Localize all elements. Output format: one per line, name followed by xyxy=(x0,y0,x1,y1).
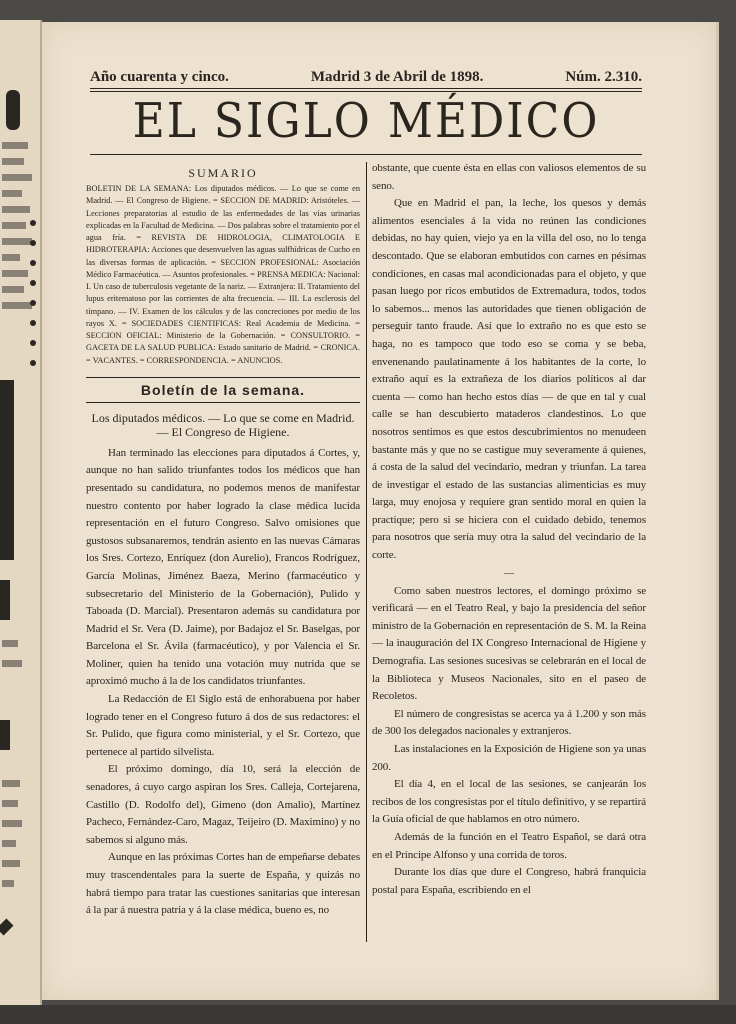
article-paragraph: obstante, que cuente ésta en ellas con valiosos elementos de su seno. xyxy=(372,162,646,192)
boletin-paragraph: Han terminado las elecciones para diputados á Cortes, y, aunque no han salido triunfantes todos los médicos que han presentado su candidatura, no podemos menos de manifestar nuestro contento por haber logrado la clase médica lucida representación en el futuro Congreso. Salvo omisiones que gustosos subsanaremos, tendrán asiento en las nuevas Cámaras los Sres. Cortezo, Enríquez (don Aurelio), Francos Rodríguez, García Molinas, Jiménez Baeza, Merino (farmacéutico y subsecretario del Ministerio de la Gobernación), Pulido y Taboada (D. Marcial). Presentaron además su candidatura por Madrid el Sr. Vera (D. Jaime), por Badajoz el Sr. Baselgas, por Barcelona el Sr. Ávila (farmacéutico), y por Valencia el Sr. Moliner, quien ha tenido una votación muy nutrida que se aproximó mucho á la de los candidatos triunfantes. xyxy=(86,446,360,688)
adjacent-page-ad-block xyxy=(0,580,10,620)
issue-header xyxy=(90,64,642,90)
scan-background xyxy=(0,1005,736,1024)
adjacent-page-text-line xyxy=(2,254,20,261)
masthead-bottom-rule xyxy=(90,154,642,155)
adjacent-page-text-line xyxy=(2,780,20,787)
boletin-paragraph: El próximo domingo, día 10, será la elección de senadores, á cuyo cargo aspiran los Sres. Calleja, Cortejarena, Castillo (D. Rodolfo del), Gimeno (don Amalio), Martínez Pacheco, Fernández-Caro, Magaz, Teijeiro (D. Maximino) y no sabemos si alguno más. xyxy=(86,763,360,846)
left-column xyxy=(86,160,360,920)
adjacent-page-dot xyxy=(30,340,36,346)
section-separator: — xyxy=(504,567,514,579)
boletin-headline: Los diputados médicos. — Lo que se come en Madrid. — El Congreso de Higiene. xyxy=(91,410,355,439)
page-edge xyxy=(716,22,719,1000)
adjacent-page-dot xyxy=(30,260,36,266)
article-paragraph: Como saben nuestros lectores, el domingo próximo se verificará — en el Teatro Real, y bajo la presidencia del señor ministro de la Gobernación en representación de S. M. la Reina — la inauguración del IX Congreso Internacional de Higiene y Demografía. Las sesiones sucesivas se celebrarán en el local de la Biblioteca y Museos Nacionales, sito en el paseo de Recoletos. xyxy=(372,584,646,703)
right-column xyxy=(372,160,646,899)
adjacent-page-dot xyxy=(30,220,36,226)
adjacent-page xyxy=(0,20,42,1005)
adjacent-page-ad-block xyxy=(0,919,13,936)
adjacent-page-ad-block xyxy=(0,380,14,560)
adjacent-page-text-line xyxy=(2,270,28,277)
adjacent-page-text-line xyxy=(2,286,24,293)
adjacent-page-ornament xyxy=(6,90,20,130)
article-paragraph: El número de congresistas se acerca ya á 1.200 y son más de 300 los delegados nacionales y extranjeros. xyxy=(372,707,646,738)
adjacent-page-dot xyxy=(30,320,36,326)
adjacent-page-dot xyxy=(30,360,36,366)
adjacent-page-text-line xyxy=(2,238,32,245)
adjacent-page-text-line xyxy=(2,158,24,165)
article-paragraph: Que en Madrid el pan, la leche, los quesos y demás alimentos esenciales á la vida no reúnen las condiciones debidas, no hay quien, viejo ya en la villa del oso, no lo tenga descontado. Que se elaboran embutidos con carnes en pésimas condiciones, en casas mal acondicionadas para el objeto, y que pasan luego por ricos embutidos de Extremadura, todos, todos lo sabemos... menos las autoridades que tienen obligación de perseguir tanto fraude. Así que lo extraño no es que esto se haga, no es tampoco que todo eso se coma y se beba, envenenando paulatinamente á los habitantes de la corte, lo extraño aquí es la extrañeza de los diarios políticos al dar cuenta — como han hecho estos días — de que en tal y cual calle se han descubierto mataderos clandestinos. Lo que nosotros sentimos es que estos descubrimientos no menudeen bastante más y que no se castigue muy severamente á quienes, á costa de la salud del vecindario, medran y triunfan. La tarea de investigar el estado de las sustancias alimenticias es muy larga, muy enojosa y requiere gran sentido moral en quien la practique; pero si se hiciera con el cuidado debido, tenemos para nosotros que sería muy otra la salud del vecindario de la corte. xyxy=(372,197,646,562)
article-paragraph: El día 4, en el local de las sesiones, se canjearán los recibos de los congresistas por el título definitivo, y se repartirá la Guía oficial de que hablamos en otro número. xyxy=(372,778,646,826)
article-paragraph: Además de la función en el Teatro Español, se dará otra en el Príncipe Alfonso y una corrida de toros. xyxy=(372,830,646,861)
adjacent-page-text-line xyxy=(2,206,30,213)
adjacent-page-text-line xyxy=(2,174,32,181)
boletin-section-title: Boletín de la semana. xyxy=(86,377,360,403)
adjacent-page-text-line xyxy=(2,302,32,309)
sumario-body: BOLETIN DE LA SEMANA: Los diputados médicos. — Lo que se come en Madrid. — El Congreso de Higiene. = SECCION DE MADRID: Aristóteles. — Lecciones preparatorias al estudio de las enfermedades de las vías urinarias explicadas en la Facultad de Medicina. — Dos palabras sobre el tratamiento por el agua fría. = REVISTA DE HIDROLOGIA, CLIMATOLOGIA E HIDROTERAPIA: Acciones que desenvuelven las aguas sulfhídricas de Cucho en las diversas formas de aplicación. = SECCION PROFESIONAL: Asociación Médico Farmacéutica. — Asuntos profesionales. = PRENSA MEDICA: Nacional: I. Un caso de tuberculosis vegetante de la nariz. — Extranjera: II. Tratamiento del lupus eritematoso por las corrientes de alta frecuencia. — III. La esclerosis del tímpano. — IV. Examen de los cálculos y de las concreciones por medio de los rayos X. = SOCIEDADES CIENTIFICAS: Real Academia de Medicina. = SECCION OFICIAL: Ministerio de la Gobernación. = CONSULTORIO. = GACETA DE LA SALUD PUBLICA: Estado sanitario de Madrid. = CRONICA. = VACANTES. = CORRESPONDENCIA. = ANUNCIOS. xyxy=(86,184,360,365)
adjacent-page-text-line xyxy=(2,800,18,807)
masthead-title: EL SIGLO MÉDICO xyxy=(132,93,600,149)
adjacent-page-text-line xyxy=(2,860,20,867)
issue-year: Año cuarenta y cinco. xyxy=(90,68,229,85)
article-paragraph: Durante los días que dure el Congreso, habrá franquicia postal para España, escribiendo en el xyxy=(372,866,646,896)
boletin-paragraph: Aunque en las próximas Cortes han de empeñarse debates muy trascendentales para la suerte de España, y quizás no habrá tiempo para tratar las cuestiones sanitarias que interesan á la par á nuestra patria y á la clase médica, bueno es, no xyxy=(86,851,360,917)
boletin-paragraph: La Redacción de El Siglo está de enhorabuena por haber logrado tener en el Congreso futuro á dos de sus redactores: el Sr. Pulido, que figura como ministerial, y el Sr. Cortezo, que pertenece al partido silvelista. xyxy=(86,693,360,758)
issue-number: Núm. 2.310. xyxy=(565,68,642,85)
column-divider xyxy=(366,162,367,942)
article-paragraph: Las instalaciones en la Exposición de Higiene son ya unas 200. xyxy=(372,743,646,773)
adjacent-page-dot xyxy=(30,300,36,306)
adjacent-page-text-line xyxy=(2,840,16,847)
adjacent-page-text-line xyxy=(2,190,22,197)
sumario-title: SUMARIO xyxy=(188,166,258,180)
adjacent-page-text-line xyxy=(2,660,22,667)
adjacent-page-text-line xyxy=(2,142,28,149)
adjacent-page-dot xyxy=(30,240,36,246)
adjacent-page-dot xyxy=(30,280,36,286)
newspaper-page xyxy=(42,22,716,1000)
adjacent-page-ad-block xyxy=(0,720,10,750)
adjacent-page-text-line xyxy=(2,880,14,887)
adjacent-page-text-line xyxy=(2,640,18,647)
issue-date: Madrid 3 de Abril de 1898. xyxy=(310,68,484,85)
adjacent-page-text-line xyxy=(2,222,26,229)
adjacent-page-text-line xyxy=(2,820,22,827)
